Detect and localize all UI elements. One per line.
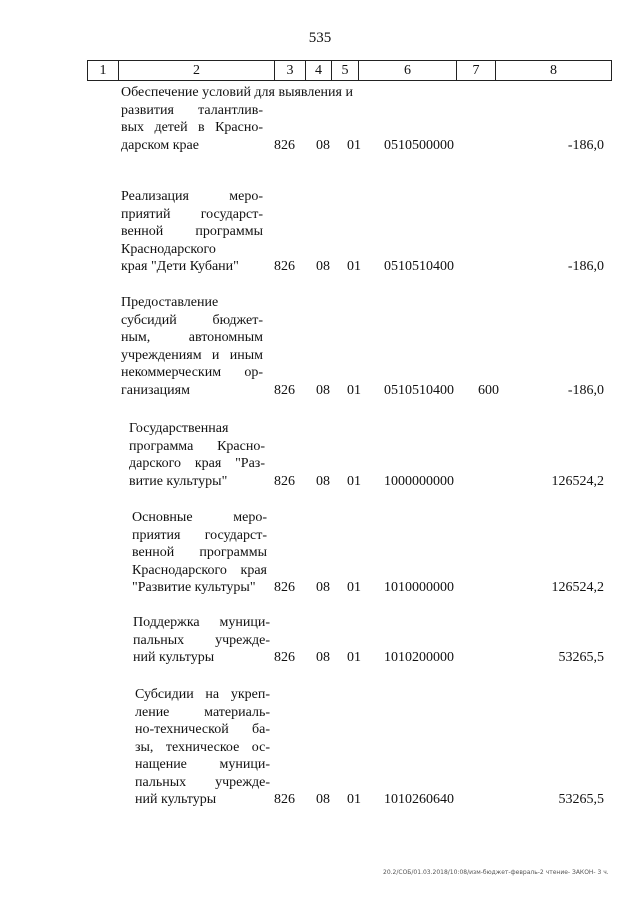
description-line: приятий государст- bbox=[121, 206, 263, 222]
column-header-8: 8 bbox=[496, 61, 612, 81]
description-line: ний культуры bbox=[135, 792, 217, 807]
description-line: ление материаль- bbox=[135, 704, 270, 720]
description-line: Реализация мерo- bbox=[121, 189, 263, 204]
row-description bbox=[129, 420, 265, 490]
table-row bbox=[0, 188, 640, 276]
target-article-cell: 1000000000 bbox=[384, 473, 454, 489]
code-cell: 826 bbox=[274, 137, 295, 153]
subsection-cell: 01 bbox=[347, 382, 361, 398]
target-article-cell: 1010200000 bbox=[384, 650, 454, 665]
table-row bbox=[0, 509, 640, 597]
code-cell: 826 bbox=[274, 792, 295, 807]
description-line: пальных учрежде- bbox=[135, 774, 270, 790]
description-line: витие культуры" bbox=[129, 473, 228, 489]
description-line: края "Дети Кубани" bbox=[121, 259, 239, 274]
target-article-cell: 1010260640 bbox=[384, 792, 454, 807]
subsection-cell: 01 bbox=[347, 259, 361, 274]
amount-cell: -186,0 bbox=[567, 382, 604, 398]
column-header-3: 3 bbox=[275, 61, 306, 81]
description-line: венной программы bbox=[121, 224, 263, 239]
subsection-cell: 01 bbox=[347, 792, 361, 807]
target-article-cell: 0510510400 bbox=[384, 259, 454, 274]
description-line: программа Красно- bbox=[129, 438, 265, 454]
table-row bbox=[0, 614, 640, 667]
column-header-7: 7 bbox=[457, 61, 496, 81]
description-line: вых детей в Красно- bbox=[121, 120, 263, 135]
table-row bbox=[0, 84, 640, 154]
description-line: "Развитие культуры" bbox=[132, 580, 256, 595]
amount-cell: 126524,2 bbox=[551, 473, 604, 489]
subsection-cell: 01 bbox=[347, 650, 361, 665]
table-row bbox=[0, 420, 640, 490]
row-description bbox=[132, 509, 267, 597]
amount-cell: 126524,2 bbox=[551, 580, 604, 595]
description-line: Субсидии на укреп- bbox=[135, 687, 270, 702]
row-description bbox=[121, 294, 263, 399]
subsection-cell: 01 bbox=[347, 580, 361, 595]
target-article-cell: 1010000000 bbox=[384, 580, 454, 595]
target-article-cell: 0510510400 bbox=[384, 382, 454, 398]
target-article-cell: 0510500000 bbox=[384, 137, 454, 153]
section-cell: 08 bbox=[316, 650, 330, 665]
section-cell: 08 bbox=[316, 259, 330, 274]
description-line: пальных учрежде- bbox=[133, 632, 270, 648]
description-line: Основные меро- bbox=[132, 510, 267, 525]
section-cell: 08 bbox=[316, 137, 330, 153]
description-line: Краснодарского bbox=[121, 241, 216, 257]
expense-type-cell: 600 bbox=[478, 382, 499, 398]
description-line: но-технической ба- bbox=[135, 722, 270, 737]
column-header-5: 5 bbox=[332, 61, 359, 81]
description-line: дарском крае bbox=[121, 137, 199, 153]
amount-cell: 53265,5 bbox=[558, 650, 604, 665]
section-cell: 08 bbox=[316, 382, 330, 398]
subsection-cell: 01 bbox=[347, 137, 361, 153]
code-cell: 826 bbox=[274, 580, 295, 595]
description-line: Обеспечение условий для выявления и bbox=[121, 85, 353, 100]
description-line: Государственная bbox=[129, 421, 229, 436]
description-line: зы, техническое ос- bbox=[135, 739, 270, 755]
description-line: венной программы bbox=[132, 545, 267, 560]
description-line: субсидий бюджет- bbox=[121, 312, 263, 328]
code-cell: 826 bbox=[274, 650, 295, 665]
description-line: ганизациям bbox=[121, 382, 190, 398]
footer-file-reference: 20.2/СОБ/01.03.2018/10:08/изм-бюджет-февраль-2 чтение- ЗАКОН- 3 ч. bbox=[383, 869, 609, 876]
section-cell: 08 bbox=[316, 580, 330, 595]
description-line: учреждениям и иным bbox=[121, 347, 263, 363]
description-line: Поддержка муници- bbox=[133, 615, 270, 630]
subsection-cell: 01 bbox=[347, 473, 361, 489]
description-line: дарского края "Раз- bbox=[129, 456, 265, 471]
description-line: нащение муници- bbox=[135, 757, 270, 772]
column-header-row bbox=[87, 60, 612, 81]
page-number: 535 bbox=[308, 30, 332, 46]
code-cell: 826 bbox=[274, 259, 295, 274]
row-description bbox=[133, 614, 270, 667]
column-header-4: 4 bbox=[306, 61, 332, 81]
column-header-6: 6 bbox=[359, 61, 457, 81]
amount-cell: -186,0 bbox=[567, 137, 604, 153]
description-line: развития талантлив- bbox=[121, 102, 263, 118]
code-cell: 826 bbox=[274, 473, 295, 489]
table-row bbox=[0, 686, 640, 809]
amount-cell: -186,0 bbox=[567, 259, 604, 274]
code-cell: 826 bbox=[274, 382, 295, 398]
row-description bbox=[121, 188, 263, 276]
section-cell: 08 bbox=[316, 792, 330, 807]
description-line: Предоставление bbox=[121, 295, 219, 310]
amount-cell: 53265,5 bbox=[558, 792, 604, 807]
table-row bbox=[0, 294, 640, 399]
description-line: ний культуры bbox=[133, 650, 215, 665]
description-line: Краснодарского края bbox=[132, 562, 267, 578]
column-header-1: 1 bbox=[88, 61, 119, 81]
row-description bbox=[135, 686, 270, 809]
description-line: приятия государст- bbox=[132, 527, 267, 543]
section-cell: 08 bbox=[316, 473, 330, 489]
description-line: ным, автономным bbox=[121, 330, 263, 345]
description-line: некоммерческим ор- bbox=[121, 365, 263, 380]
column-header-2: 2 bbox=[119, 61, 275, 81]
